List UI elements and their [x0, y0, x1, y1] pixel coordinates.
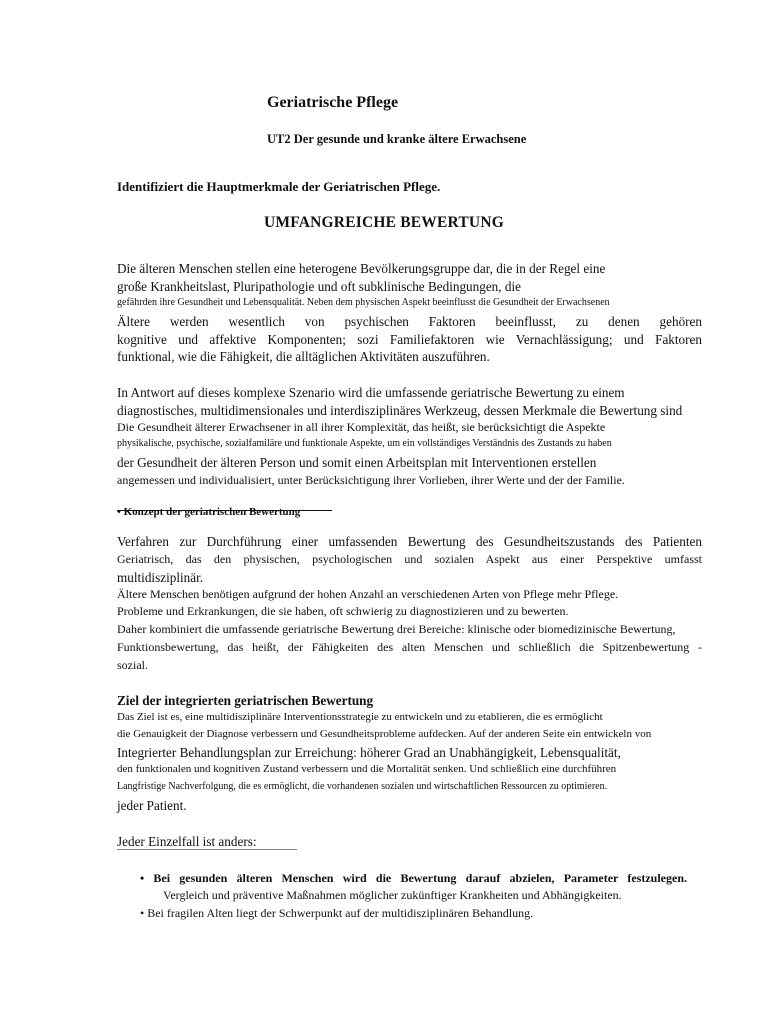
paragraph-line: Die älteren Menschen stellen eine heterogene Bevölkerungsgruppe dar, die in der Regel eine [117, 261, 606, 276]
paragraph-line: funktional, wie die Fähigkeit, die alltäglichen Aktivitäten auszuführen. [117, 349, 490, 364]
case-underline [117, 849, 297, 850]
paragraph-line: sozial. [117, 658, 148, 672]
paragraph-line: der Gesundheit der älteren Person und somit einen Arbeitsplan mit Interventionen erstellen [117, 455, 597, 470]
paragraph-line: den funktionalen und kognitiven Zustand verbessern und die Mortalität senken. Und schließlich eine durchführen [117, 763, 617, 775]
paragraph-line: die Genauigkeit der Diagnose verbessern und Gesundheitsprobleme aufdecken. Auf der anderen Seite ein entwickeln von [117, 728, 652, 740]
bullet-item-continuation: Vergleich und präventive Maßnahmen möglicher zukünftiger Krankheiten und Abhängigkeiten. [163, 888, 622, 902]
paragraph-line: Langfristige Nachverfolgung, die es ermöglicht, die vorhandenen sozialen und wirtschaftlichen Ressourcen zu optimieren. [117, 781, 608, 792]
paragraph-line: Verfahren zur Durchführung einer umfassenden Bewertung des Gesundheitszustands des Patienten [117, 534, 702, 549]
paragraph-line: In Antwort auf dieses komplexe Szenario wird die umfassende geriatrische Bewertung zu einem [117, 385, 625, 400]
paragraph-line: große Krankheitslast, Pluripathologie und oft subklinische Bedingungen, die [117, 279, 521, 294]
paragraph-line: Integrierter Behandlungsplan zur Erreichung: höherer Grad an Unabhängigkeit, Lebensqualität, [117, 745, 621, 760]
goal-heading: Ziel der integrierten geriatrischen Bewertung [117, 693, 374, 708]
bullet-item-healthy: • Bei gesunden älteren Menschen wird die Bewertung darauf abzielen, Parameter festzulegen. [140, 871, 687, 885]
section-heading: UMFANGREICHE BEWERTUNG [264, 214, 504, 231]
paragraph-line: Die Gesundheit älterer Erwachsener in all ihrer Komplexität, das heißt, sie berücksichtigt die Aspekte [117, 420, 606, 434]
concept-underline [117, 510, 332, 511]
paragraph-line: multidisziplinär. [117, 570, 204, 585]
bullet-item-fragile: • Bei fragilen Alten liegt der Schwerpunkt auf der multidisziplinären Behandlung. [140, 906, 534, 920]
paragraph-line: Ältere Menschen benötigen aufgrund der hohen Anzahl an verschiedenen Arten von Pflege mehr Pflege. [117, 587, 619, 601]
paragraph-line: physikalische, psychische, sozialfamiläre und funktionale Aspekte, um ein vollständiges Verständnis des Zustands zu haben [117, 438, 612, 449]
paragraph-line: Ältere werden wesentlich von psychischen Faktoren beeinflusst, zu denen gehören [117, 314, 702, 329]
paragraph-line: Geriatrisch, das den physischen, psychologischen und sozialen Aspekt aus einer Perspektive umfasst [117, 552, 702, 566]
page-title: Geriatrische Pflege [267, 94, 399, 111]
paragraph-line: Das Ziel ist es, eine multidisziplinäre Interventionsstrategie zu entwickeln und zu etablieren, die es ermöglicht [117, 711, 603, 723]
paragraph-line: kognitive und affektive Komponenten; sozi Familiefaktoren wie Vernachlässigung; und Faktoren [117, 332, 702, 347]
page-subtitle: UT2 Der gesunde und kranke ältere Erwachsene [267, 132, 527, 146]
paragraph-line: gefährden ihre Gesundheit und Lebensqualität. Neben dem physischen Aspekt beeinflusst die Gesundheit der Erwachsenen [117, 297, 610, 308]
paragraph-line: Daher kombiniert die umfassende geriatrische Bewertung drei Bereiche: klinische oder biomedizinische Bewertung, [117, 622, 676, 636]
paragraph-line: Probleme und Erkrankungen, die sie haben, oft schwierig zu diagnostizieren und zu bewerten. [117, 604, 569, 618]
paragraph-line: angemessen und individualisiert, unter Berücksichtigung ihrer Vorlieben, ihrer Werte und der der Familie. [117, 473, 625, 487]
concept-heading: • Konzept der geriatrischen Bewertung [117, 506, 301, 518]
question-heading: Identifiziert die Hauptmerkmale der Geriatrischen Pflege. [117, 179, 441, 194]
paragraph-line: Funktionsbewertung, das heißt, der Fähigkeiten des alten Menschen und schließlich die Spitzenbewertung - [117, 640, 702, 654]
paragraph-line: diagnostisches, multidimensionales und interdisziplinäres Werkzeug, dessen Merkmale die Bewertung sind [117, 403, 683, 418]
paragraph-line: jeder Patient. [117, 798, 187, 813]
case-heading: Jeder Einzelfall ist anders: [117, 834, 257, 849]
